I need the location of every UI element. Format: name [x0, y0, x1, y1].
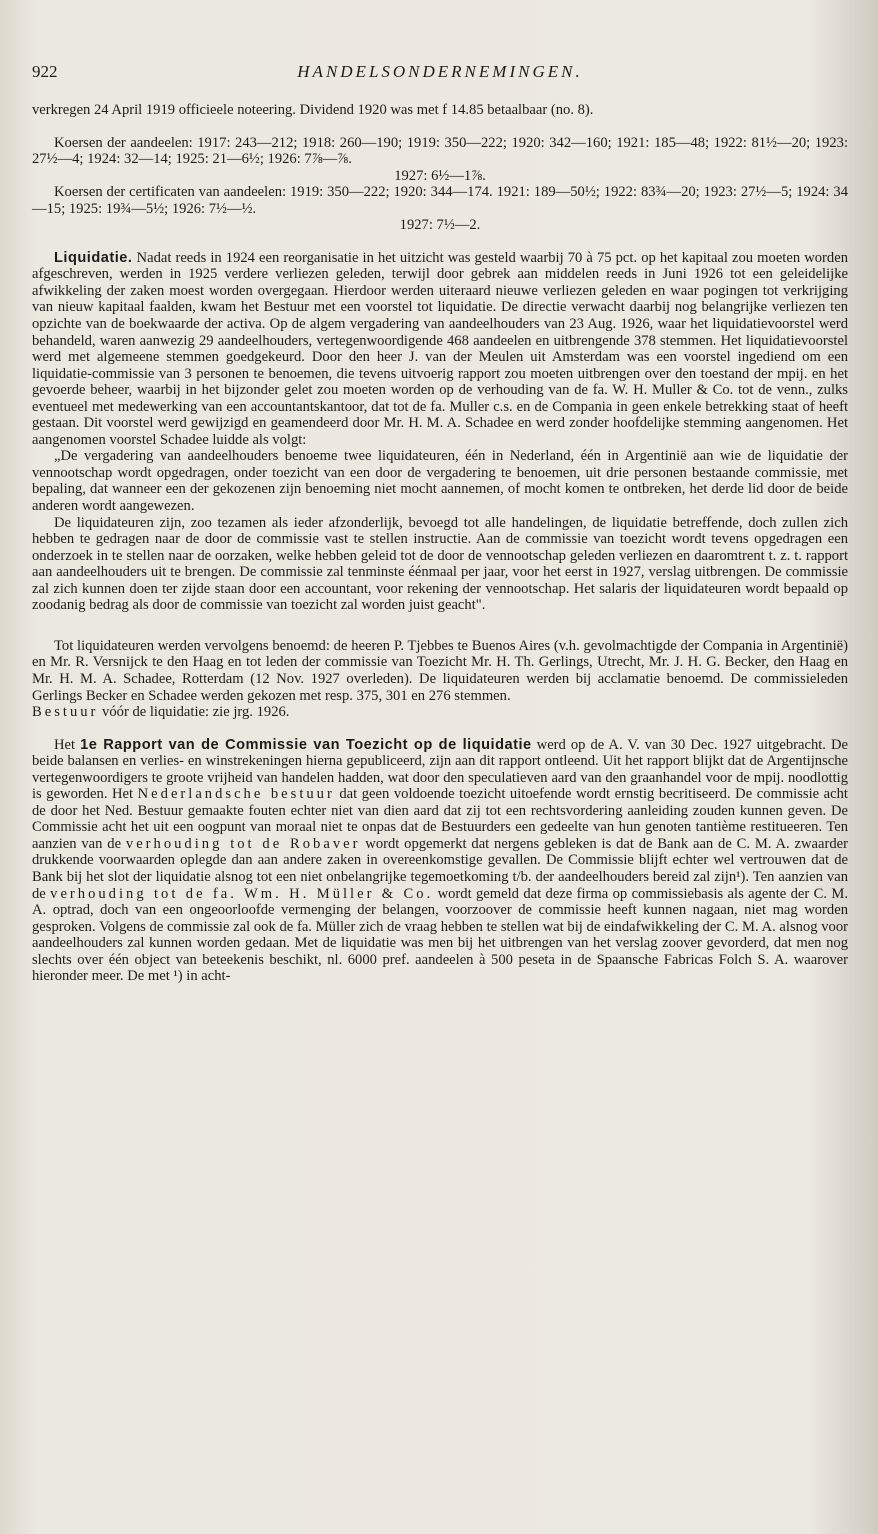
- liquidators-paragraph: Tot liquidateuren werden vervolgens benoemd: de heeren P. Tjebbes te Buenos Aires (v.h. gevolmachtigde der Compania in Argentinië) en Mr. R. Versnijck te den Haag en tot leden der commissie van Toezicht Mr. H. Th. Gerlings, Utrecht, Mr. J. H. G. Becker, den Haag en Mr. H. M. A. Schadee, Rotterdam (12 Nov. 1927 overleden). De liquidateuren werden bij acclamatie benoemd. De commissieleden Gerlings Becker en Schadee werden gekozen met resp. 375, 301 en 276 stemmen.: [32, 637, 848, 704]
- page-header: [32, 62, 848, 102]
- report-text-c: wordt opgemerkt dat nergens gebleken is dat de Bank aan de C. M. A. zwaarder drukkende voorwaarden oplegde dan aan andere zaken in overeenkomstige gevallen. De Commissie blijft echter wel vertrouwen dat de Bank bij het slot der liquidatie alsnog tot een niet onbelangrijke tegemoetkoming t/b. der aandeelhouders bereid zal zijn¹). Ten aanzien van de: [32, 835, 848, 902]
- share-prices-1927: 1927: 6½—1⅞.: [394, 167, 486, 184]
- report-spaced-2: verhouding tot de Robaver: [125, 835, 361, 852]
- intro-paragraph: verkregen 24 April 1919 officieele noteering. Dividend 1920 was met f 14.85 betaalbaar (no. 8).: [32, 102, 594, 118]
- certificate-prices-paragraph: Koersen der certificaten van aandeelen: 1919: 350—222; 1920: 344—174. 1921: 189—50½; 1922: 83¾—20; 1923: 27½—5; 1924: 34—15; 1925: 19¾—5½; 1926: 7½—½.: [32, 184, 848, 217]
- report-text-pre: Het: [54, 736, 81, 753]
- liquidation-heading: Liquidatie.: [54, 249, 133, 266]
- spacer: [32, 119, 848, 135]
- spacer: [32, 614, 848, 638]
- page-number: 922: [32, 62, 58, 81]
- liquidation-text: Nadat reeds in 1924 een reorganisatie in het uitzicht was gesteld waarbij 70 à 75 pct. op het kapitaal zou moeten worden afgeschreven, werden in 1925 verdere verliezen geleden, terwijl door gebrek aan middelen reeds in Juni 1926 tot een geleidelijke afwikkeling der zaken moest worden overgegaan. Hierdoor werden uiteraard nieuwe verliezen geleden en waar pogingen tot verkrijging van nieuw kapitaal faalden, kwam het Bestuur met een voorstel tot liquidatie. De directie verwacht daarbij nog belangrijke verliezen ten opzichte van de boekwaarde der activa. Op de algem vergadering van aandeelhouders van 23 Aug. 1926, waar het liquidatievoorstel werd behandeld, waren aanwezig 29 aandeelhouders, vertegenwoordigende 468 aandeelen en uitbrengende 378 stemmen. Het liquidatievoorstel werd met algemeene stemmen goedgekeurd. Door den heer J. van der Meulen uit Amsterdam was een voorstel ingediend om een liquidatie-commissie van 3 personen te benoemen, die tevens uitvoerig rapport zou moeten uitbrengen over den toestand der mpij. en het gevoerde beheer, waarbij in het bijzonder gelet zou moeten worden op de verhouding van de fa. W. H. Muller & Co. tot de venn., zulks eventueel met medewerking van een accountantskantoor, dat tot de fa. Muller c.s. en de Compania in geen enkele betrekking staat of heeft gestaan. Dit voorstel werd gewijzigd en geamendeerd door Mr. H. M. A. Schadee en werd zonder hoofdelijke stemming aangenomen. Het aangenomen voorstel Schadee luidde als volgt:: [32, 249, 848, 448]
- board-label: Bestuur: [32, 704, 99, 721]
- share-prices-paragraph: Koersen der aandeelen: 1917: 243—212; 1918: 260—190; 1919: 350—222; 1920: 342—160; 1921: 185—48; 1922: 81½—20; 1923: 27½—4; 1924: 32—14; 1925: 21—6½; 1926: 7⅞—⅞.: [32, 134, 848, 168]
- board-reference-text: vóór de liquidatie: zie jrg. 1926.: [98, 704, 290, 721]
- report-text-a: werd op de A. V. van 30 Dec. 1927 uitgebracht. De beide balansen en verlies- en winstrekeningen hierna gepubliceerd, zijn aan dit rapport ontleend. Uit het rapport blijkt dat de Argentijnsche vertegenwoordigers te groote vrijheid van handelen hadden, wat door den speculatieven aard van den graanhandel voor de mpij. noodlottig is geworden. Het: [32, 736, 848, 803]
- board-reference: [32, 704, 848, 721]
- spacer: [32, 234, 848, 250]
- spacer: [32, 721, 848, 737]
- liquidation-paragraph: [32, 250, 848, 449]
- resolution-quote-2: De liquidateuren zijn, zoo tezamen als ieder afzonderlijk, bevoegd tot alle handelingen, de liquidatie betreffende, doch zullen zich hebben te gedragen naar de door de commissie vast te stellen instructie. Aan de commissie van toezicht wordt tevens opgedragen een onderzoek in te stellen naar de oorzaken, welke hebben geleid tot de door de vennootschap geleden verliezen en daaromtrent t. z. t. rapport aan aandeelhouders uit te brengen. De commissie zal tenminste éénmaal per jaar, voor het eerst in 1927, verslag uitbrengen. De commissie zal zich kunnen doen ter zijde staan door een accountant, voor rekening der vennootschap. Het salaris der liquidateuren wordt bepaald op zoodanig bedrag als door de commissie van toezicht zal worden juist geacht".: [32, 514, 848, 614]
- resolution-quote-1: „De vergadering van aandeelhouders benoeme twee liquidateuren, één in Nederland, één in Argentinië aan wie de liquidatie der vennootschap wordt opgedragen, onder toezicht van een door de vergadering te benoemen, uit drie personen bestaande commissie, met bepaling, dat wanneer een der gekozenen zijn benoeming niet mocht aannemen, of mocht komen te ontbreken, het derde lid door de beide anderen wordt aangewezen.: [32, 448, 848, 515]
- report-paragraph: [32, 737, 848, 985]
- report-spaced-3: verhouding tot de fa. Wm. H. Müller & Co.: [50, 885, 434, 902]
- report-text-b: dat geen voldoende toezicht uitoefende wordt ernstig becritiseerd. De commissie acht de door het Ned. Bestuur gemaakte fouten echter niet van dien aard dat zij tot een rechtsvordering aanleiding zouden kunnen geven. De Commissie acht het uit een oogpunt van moraal niet te onpas dat de Bestuurders een gedeelte van hun genoten tantième restitueeren. Ten aanzien van de: [32, 786, 848, 852]
- report-heading: 1e Rapport van de Commissie van Toezicht op de liquidatie: [80, 736, 532, 753]
- report-spaced-1: Nederlandsche bestuur: [137, 786, 335, 803]
- running-title: HANDELSONDERNEMINGEN.: [297, 62, 583, 81]
- certificate-prices-1927: 1927: 7½—2.: [399, 217, 481, 234]
- report-text-d: wordt gemeld dat deze firma op commissiebasis als agente der C. M. A. optrad, doch van een ongeoorloofde vermenging der belangen, voorzoover de commissie heeft kunnen nagaan, niet mag worden gesproken. Volgens de commissie zal ook de fa. Müller zich de vraag hebben te stellen wat bij de eindafwikkeling der C. M. A. alsnog voor aandeelhouders zal kunnen worden gedaan. Met de liquidatie was men bij het uitbrengen van het verslag zoover gevorderd, dat men nog slechts over één object van beteekenis beschikt, nl. 6000 pref. aandeelen à 500 peseta in de Spaansche Fabricas Folch S. A. waarover hieronder meer. De met ¹) in acht-: [32, 885, 848, 985]
